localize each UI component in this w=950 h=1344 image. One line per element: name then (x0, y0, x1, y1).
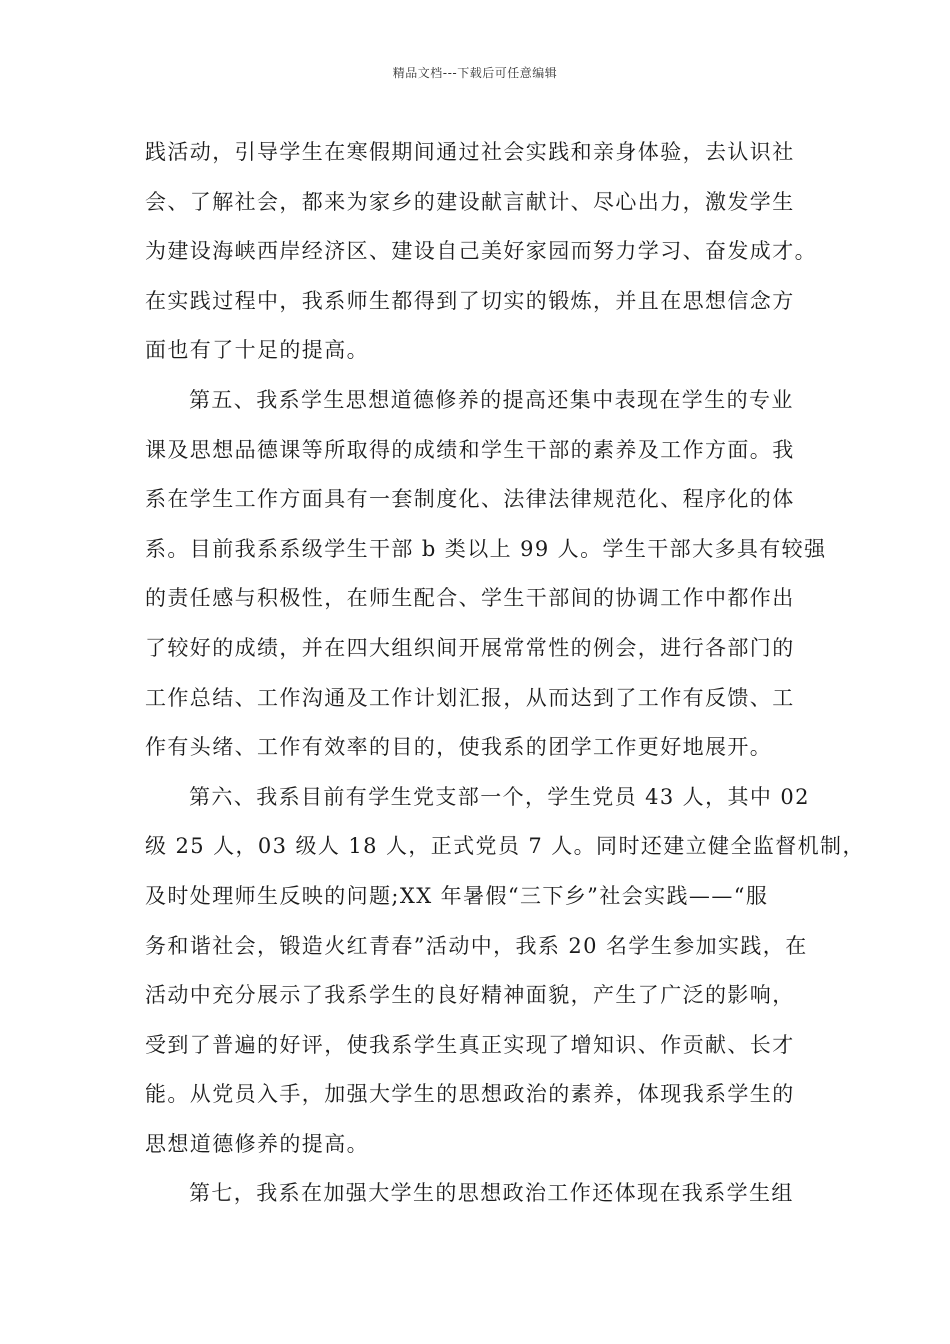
text-line: 作有头绪、工作有效率的目的，使我系的团学工作更好地展开。 (145, 735, 773, 760)
text-line: 了较好的成绩，并在四大组织间开展常常性的例会，进行各部门的 (145, 635, 795, 660)
text-line: 及时处理师生反映的问题;XX 年暑假“三下乡”社会实践——“服 (145, 883, 769, 908)
text-line: 活动中充分展示了我系学生的良好精神面貌，产生了广泛的影响， (145, 983, 795, 1008)
text-line: 在实践过程中，我系师生都得到了切实的锻炼，并且在思想信念方 (145, 288, 795, 313)
text-line: 课及思想品德课等所取得的成绩和学生干部的素养及工作方面。我 (145, 437, 795, 462)
text-line: 践活动，引导学生在寒假期间通过社会实践和亲身体验，去认识社 (145, 140, 795, 164)
text-line: 能。从党员入手，加强大学生的思想政治的素养，体现我系学生的 (145, 1082, 795, 1107)
text-line: 会、了解社会，都来为家乡的建设献言献计、尽心出力，激发学生 (145, 189, 795, 214)
text-line: 工作总结、工作沟通及工作计划汇报，从而达到了工作有反馈、工 (145, 685, 795, 710)
text-line: 级 25 人，03 级人 18 人，正式党员 7 人。同时还建立健全监督机制， (145, 834, 865, 859)
text-line: 系。目前我系系级学生干部 b 类以上 99 人。学生干部大多具有较强 (145, 536, 827, 561)
text-line: 思想道德修养的提高。 (145, 1131, 369, 1156)
text-line: 为建设海峡西岸经济区、建设自己美好家园而努力学习、奋发成才。 (145, 239, 817, 264)
page-header: 精品文档---下载后可任意编辑 (392, 66, 558, 80)
paragraph-first-line: 第七，我系在加强大学生的思想政治工作还体现在我系学生组 (189, 1181, 794, 1206)
text-line: 务和谐社会，锻造火红青春”活动中，我系 20 名学生参加实践，在 (145, 933, 808, 958)
text-line: 受到了普遍的好评，使我系学生真正实现了增知识、作贡献、长才 (145, 1032, 795, 1057)
document-body (145, 128, 865, 1219)
text-line: 系在学生工作方面具有一套制度化、法律法律规范化、程序化的体 (145, 487, 795, 512)
paragraph-first-line: 第六、我系目前有学生党支部一个，学生党员 43 人，其中 02 (189, 784, 810, 809)
text-line: 面也有了十足的提高。 (145, 338, 369, 363)
paragraph-first-line: 第五、我系学生思想道德修养的提高还集中表现在学生的专业 (189, 387, 794, 412)
text-line: 的责任感与积极性，在师生配合、学生干部间的协调工作中都作出 (145, 586, 795, 611)
